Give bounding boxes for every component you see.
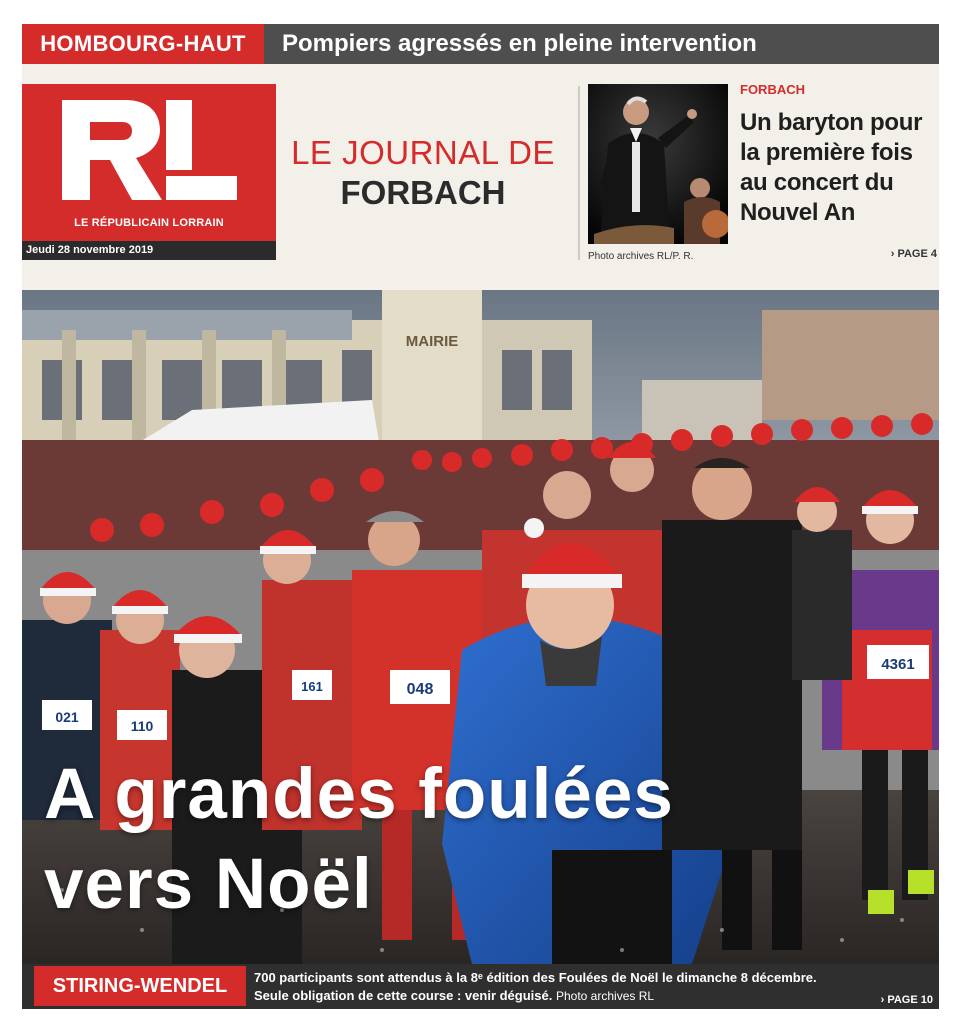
concert-photo[interactable] (588, 84, 728, 244)
masthead-divider (578, 86, 580, 260)
side-photo-credit: Photo archives RL/P. R. (588, 251, 694, 262)
issue-date: Jeudi 28 novembre 2019 (22, 241, 276, 260)
bib-048: 048 (406, 681, 434, 698)
edition-title-line2: FORBACH (340, 174, 506, 211)
bottom-location-tag: STIRING-WENDEL (34, 966, 246, 1006)
bib-021: 021 (55, 709, 79, 725)
rl-logo (22, 84, 276, 241)
main-headline-line2: vers Noël (44, 845, 373, 924)
main-photo-credit: Photo archives RL (555, 989, 655, 1003)
top-teaser-location: HOMBOURG-HAUT (22, 24, 264, 64)
side-story-kicker: FORBACH (740, 82, 805, 97)
logo-subtitle: LE RÉPUBLICAIN LORRAIN (74, 217, 224, 229)
bottom-caption-banner (22, 964, 939, 1009)
newspaper-front-page (22, 24, 939, 1009)
edition-title (284, 134, 562, 212)
side-story-page-ref[interactable]: › PAGE 4 (890, 248, 937, 260)
mairie-sign: MAIRIE (405, 333, 459, 350)
bib-161: 161 (301, 679, 323, 694)
edition-title-line1: LE JOURNAL DE (291, 134, 555, 171)
caption-line2: Seule obligation de cette course : venir déguisé. (254, 988, 553, 1003)
top-teaser-headline[interactable]: Pompiers agressés en pleine intervention (282, 30, 757, 57)
bib-4361: 4361 (881, 656, 915, 673)
main-photo[interactable] (22, 290, 939, 964)
caption-line1: 700 participants sont attendus à la 8ᵉ édition des Foulées de Noël le dimanche 8 décembre. (254, 970, 817, 985)
main-headline[interactable] (44, 750, 674, 930)
conductor-image (588, 84, 728, 244)
main-headline-line1: A grandes foulées (44, 755, 674, 834)
rl-logo-mark (62, 100, 237, 200)
side-story-headline[interactable]: Un baryton pour la première fois au concert du Nouvel An (740, 109, 923, 226)
bib-110: 110 (130, 718, 154, 734)
top-teaser-banner[interactable] (22, 24, 939, 64)
bottom-caption (254, 969, 934, 1005)
main-story-page-ref[interactable]: › PAGE 10 (880, 994, 933, 1006)
